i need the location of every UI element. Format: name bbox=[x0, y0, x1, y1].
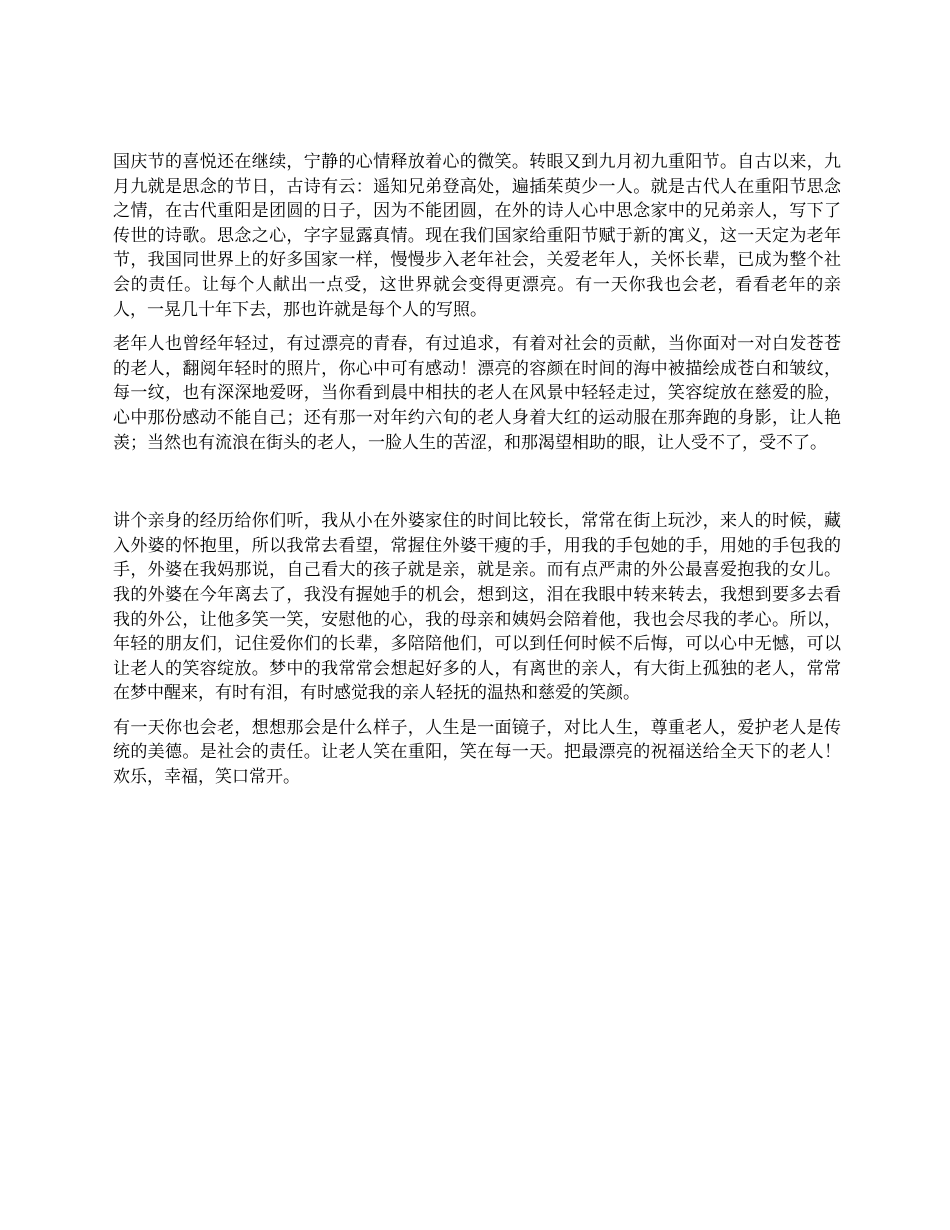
paragraph-1: 国庆节的喜悦还在继续，宁静的心情释放着心的微笑。转眼又到九月初九重阳节。自古以来，九月九就是思念的节日，古诗有云：遥知兄弟登高处，遍插茱萸少一人。就是古代人在重阳节思念之情，在古代重阳是团圆的日子，因为不能团圆，在外的诗人心中思念家中的兄弟亲人，写下了传世的诗歌。思念之心，字字显露真情。现在我们国家给重阳节赋于新的寓义，这一天定为老年节，我国同世界上的好多国家一样，慢慢步入老年社会，关爱老年人，关怀长辈，已成为整个社会的责任。让每个人献出一点受，这世界就会变得更漂亮。有一天你我也会老，看看老年的亲人，一晃几十年下去，那也许就是每个人的写照。 bbox=[113, 152, 841, 320]
section-gap bbox=[113, 465, 841, 509]
paragraph-4: 有一天你也会老，想想那会是什么样子，人生是一面镜子，对比人生，尊重老人，爱护老人是传统的美德。是社会的责任。让老人笑在重阳，笑在每一天。把最漂亮的祝福送给全天下的老人！欢乐，幸福，笑口常开。 bbox=[113, 717, 841, 788]
document-body bbox=[113, 150, 841, 800]
paragraph-3: 讲个亲身的经历给你们听，我从小在外婆家住的时间比较长，常常在街上玩沙，来人的时候，藏入外婆的怀抱里，所以我常去看望，常握住外婆干瘦的手，用我的手包她的手，用她的手包我的手，外婆在我妈那说，自己看大的孩子就是亲，就是亲。而有点严肃的外公最喜爱抱我的女儿。我的外婆在今年离去了，我没有握她手的机会，想到这，泪在我眼中转来转去，我想到要多去看我的外公，让他多笑一笑，安慰他的心，我的母亲和姨妈会陪着他，我也会尽我的孝心。所以，年轻的朋友们，记住爱你们的长辈，多陪陪他们，可以到任何时候不后悔，可以心中无憾，可以让老人的笑容绽放。梦中的我常常会想起好多的人，有离世的亲人，有大街上孤独的老人，常常在梦中醒来，有时有泪，有时感觉我的亲人轻抚的温热和慈爱的笑颜。 bbox=[113, 511, 841, 704]
paragraph-2: 老年人也曾经年轻过，有过漂亮的青春，有过追求，有着对社会的贡献，当你面对一对白发苍苍的老人，翻阅年轻时的照片，你心中可有感动！漂亮的容颜在时间的海中被描绘成苍白和皱纹，每一纹，也有深深地爱呀，当你看到晨中相扶的老人在风景中轻轻走过，笑容绽放在慈爱的脸，心中那份感动不能自己；还有那一对年约六旬的老人身着大红的运动服在那奔跑的身影，让人艳羡；当然也有流浪在街头的老人，一脸人生的苦涩，和那渴望相助的眼，让人受不了，受不了。 bbox=[113, 334, 841, 453]
